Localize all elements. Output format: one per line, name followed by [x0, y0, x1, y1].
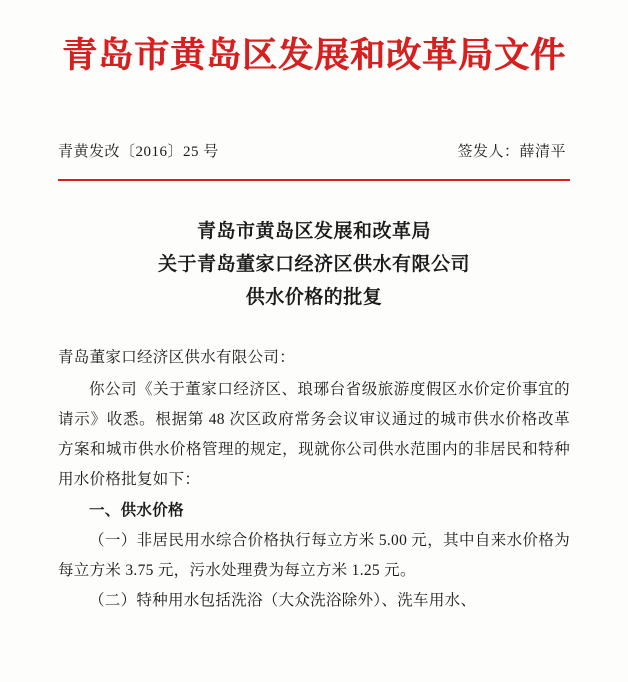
masthead-title: 青岛市黄岛区发展和改革局文件 — [61, 36, 566, 75]
title-line-1: 青岛市黄岛区发展和改革局 — [196, 220, 431, 242]
body-paragraph-2: （一）非居民用水综合价格执行每立方米 5.00 元，其中自来水价格为每立方米 3.75 元，污水处理费为每立方米 1.25 元。 — [58, 531, 570, 580]
salutation: 青岛董家口经济区供水有限公司： — [58, 348, 296, 366]
body-paragraph-3: （二）特种用水包括洗浴（大众洗浴除外）、洗车用水、 — [89, 592, 477, 610]
document-number-row — [58, 140, 570, 161]
masthead — [58, 0, 570, 78]
title-line-3: 供水价格的批复 — [245, 287, 383, 309]
document-title — [58, 215, 570, 315]
signer-label: 签发人：薛清平 — [457, 143, 566, 160]
document-number: 青黄发改〔2016〕25 号 — [58, 143, 219, 160]
title-line-2: 关于青岛董家口经济区供水有限公司 — [157, 254, 470, 275]
body-paragraph-1: 你公司《关于董家口经济区、琅琊台省级旅游度假区水价定价事宜的请示》收悉。根据第 48 次区政府常务会议审议通过的城市供水价格改革方案和城市供水价格管理的规定，现就你公司供水范围内的非居民和特种用水价格批复如下： — [58, 380, 570, 489]
red-separator-rule — [58, 179, 570, 181]
section-heading-1: 一、供水价格 — [89, 501, 184, 519]
document-body — [58, 343, 570, 617]
